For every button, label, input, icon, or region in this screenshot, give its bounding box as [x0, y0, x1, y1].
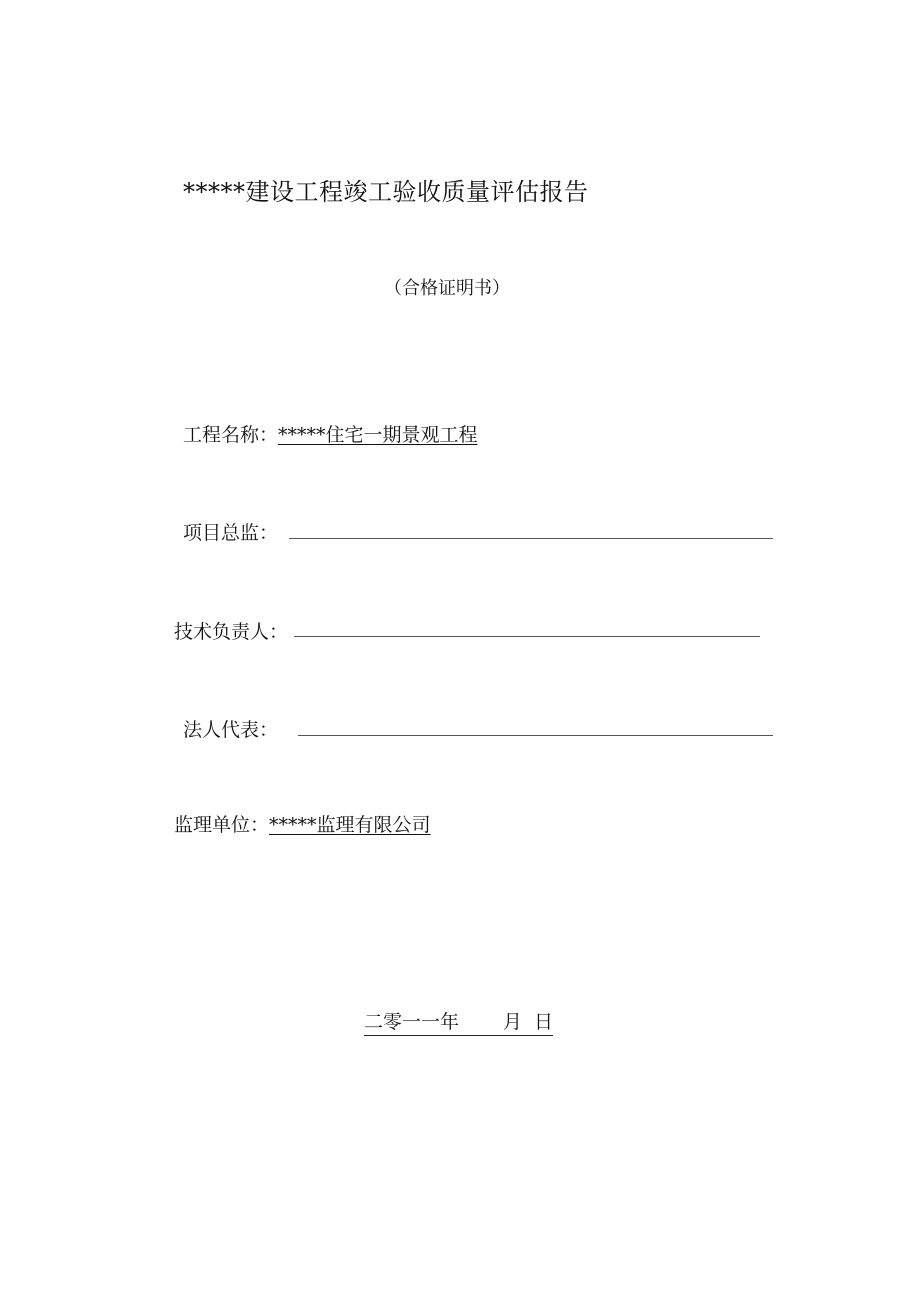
- field-label: 法人代表：: [183, 719, 279, 741]
- field-label: 技术负责人：: [174, 621, 289, 643]
- date-year: 二零一一年: [364, 1011, 460, 1033]
- date-day: 日: [534, 1011, 554, 1033]
- project-name-value: *****住宅一期景观工程: [278, 424, 478, 446]
- field-label: 项目总监：: [183, 522, 279, 544]
- supervision-unit-value: *****监理有限公司: [269, 814, 431, 836]
- field-legal-representative: [183, 715, 278, 742]
- report-date: [364, 1007, 553, 1036]
- document-subtitle: （合格证明书）: [384, 278, 510, 299]
- legal-representative-signature-line[interactable]: [298, 735, 773, 736]
- date-month: 月: [503, 1011, 523, 1033]
- chief-supervisor-signature-line[interactable]: [289, 538, 773, 539]
- field-label: 工程名称：: [183, 424, 279, 446]
- field-technical-lead: [174, 617, 288, 644]
- document-title: *****建设工程竣工验收质量评估报告: [183, 178, 589, 206]
- field-chief-supervisor: [183, 518, 278, 545]
- field-supervision-unit: [174, 810, 431, 837]
- field-label: 监理单位：: [174, 814, 270, 836]
- field-project-name: [183, 420, 478, 447]
- technical-lead-signature-line[interactable]: [294, 636, 760, 637]
